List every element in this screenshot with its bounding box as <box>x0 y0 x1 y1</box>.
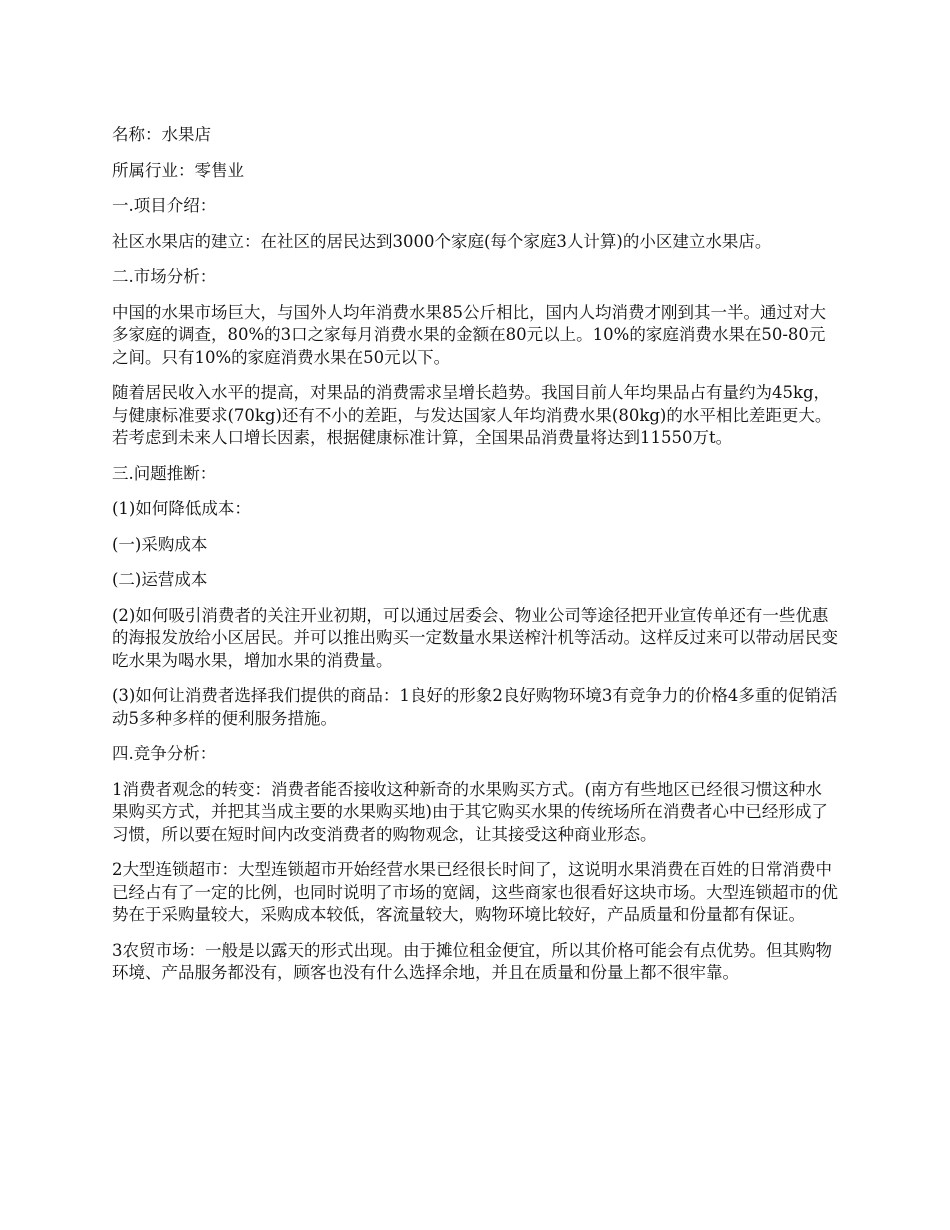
name-line: 名称：水果店 <box>112 125 211 144</box>
competition-paragraph-3: 3农贸市场：一般是以露天的形式出现。由于摊位租金便宜，所以其价格可能会有点优势。但其购物环境、产品服务都没有，顾客也没有什么选择余地，并且在质量和份量上都不很牢靠。 <box>112 940 832 982</box>
problem-item-4: (2)如何吸引消费者的关注开业初期，可以通过居委会、物业公司等途径把开业宣传单还有一些优惠的海报发放给小区居民。并可以推出购买一定数量水果送榨汁机等活动。这样反过来可以带动居民变吃水果为喝水果，增加水果的消费量。 <box>112 605 838 670</box>
industry-line: 所属行业：零售业 <box>112 160 244 180</box>
section-heading-intro: 一.项目介绍： <box>112 196 217 215</box>
intro-paragraph: 社区水果店的建立：在社区的居民达到3000个家庭(每个家庭3人计算)的小区建立水果店。 <box>112 231 772 251</box>
problem-item-1: (1)如何降低成本： <box>112 499 251 518</box>
problem-item-5: (3)如何让消费者选择我们提供的商品：1良好的形象2良好购物环境3有竞争力的价格4多重的促销活动5多种多样的便利服务措施。 <box>112 686 838 728</box>
section-heading-competition: 四.竞争分析： <box>112 744 217 763</box>
market-paragraph-1: 中国的水果市场巨大，与国外人均年消费水果85公斤相比，国内人均消费才刚到其一半。通过对大多家庭的调查，80%的3口之家每月消费水果的金额在80元以上。10%的家庭消费水果在50-80元之间。只有10%的家庭消费水果在50元以下。 <box>112 302 826 367</box>
competition-paragraph-1: 1消费者观念的转变：消费者能否接收这种新奇的水果购买方式。(南方有些地区已经很习惯这种水果购买方式，并把其当成主要的水果购买地)由于其它购买水果的传统场所在消费者心中已经形成了习惯，所以要在短时间内改变消费者的购物观念，让其接受这种商业形态。 <box>112 779 828 844</box>
section-heading-market: 二.市场分析： <box>112 267 217 286</box>
section-heading-problems: 三.问题推断： <box>112 463 217 483</box>
market-paragraph-2: 随着居民收入水平的提高，对果品的消费需求呈增长趋势。我国目前人年均果品占有量约为45kg，与健康标准要求(70kg)还有不小的差距，与发达国家人年均消费水果(80kg)的水平相比差距更大。若考虑到未来人口增长因素，根据健康标准计算，全国果品消费量将达到11550万t。 <box>112 383 832 447</box>
competition-paragraph-2: 2大型连锁超市：大型连锁超市开始经营水果已经很长时间了，这说明水果消费在百姓的日常消费中已经占有了一定的比例，也同时说明了市场的宽阔，这些商家也很看好这块市场。大型连锁超市的优势在于采购量较大，采购成本较低，客流量较大，购物环境比较好，产品质量和份量都有保证。 <box>112 860 838 924</box>
problem-item-3: (二)运营成本 <box>112 570 208 589</box>
problem-item-2: (一)采购成本 <box>112 534 208 554</box>
